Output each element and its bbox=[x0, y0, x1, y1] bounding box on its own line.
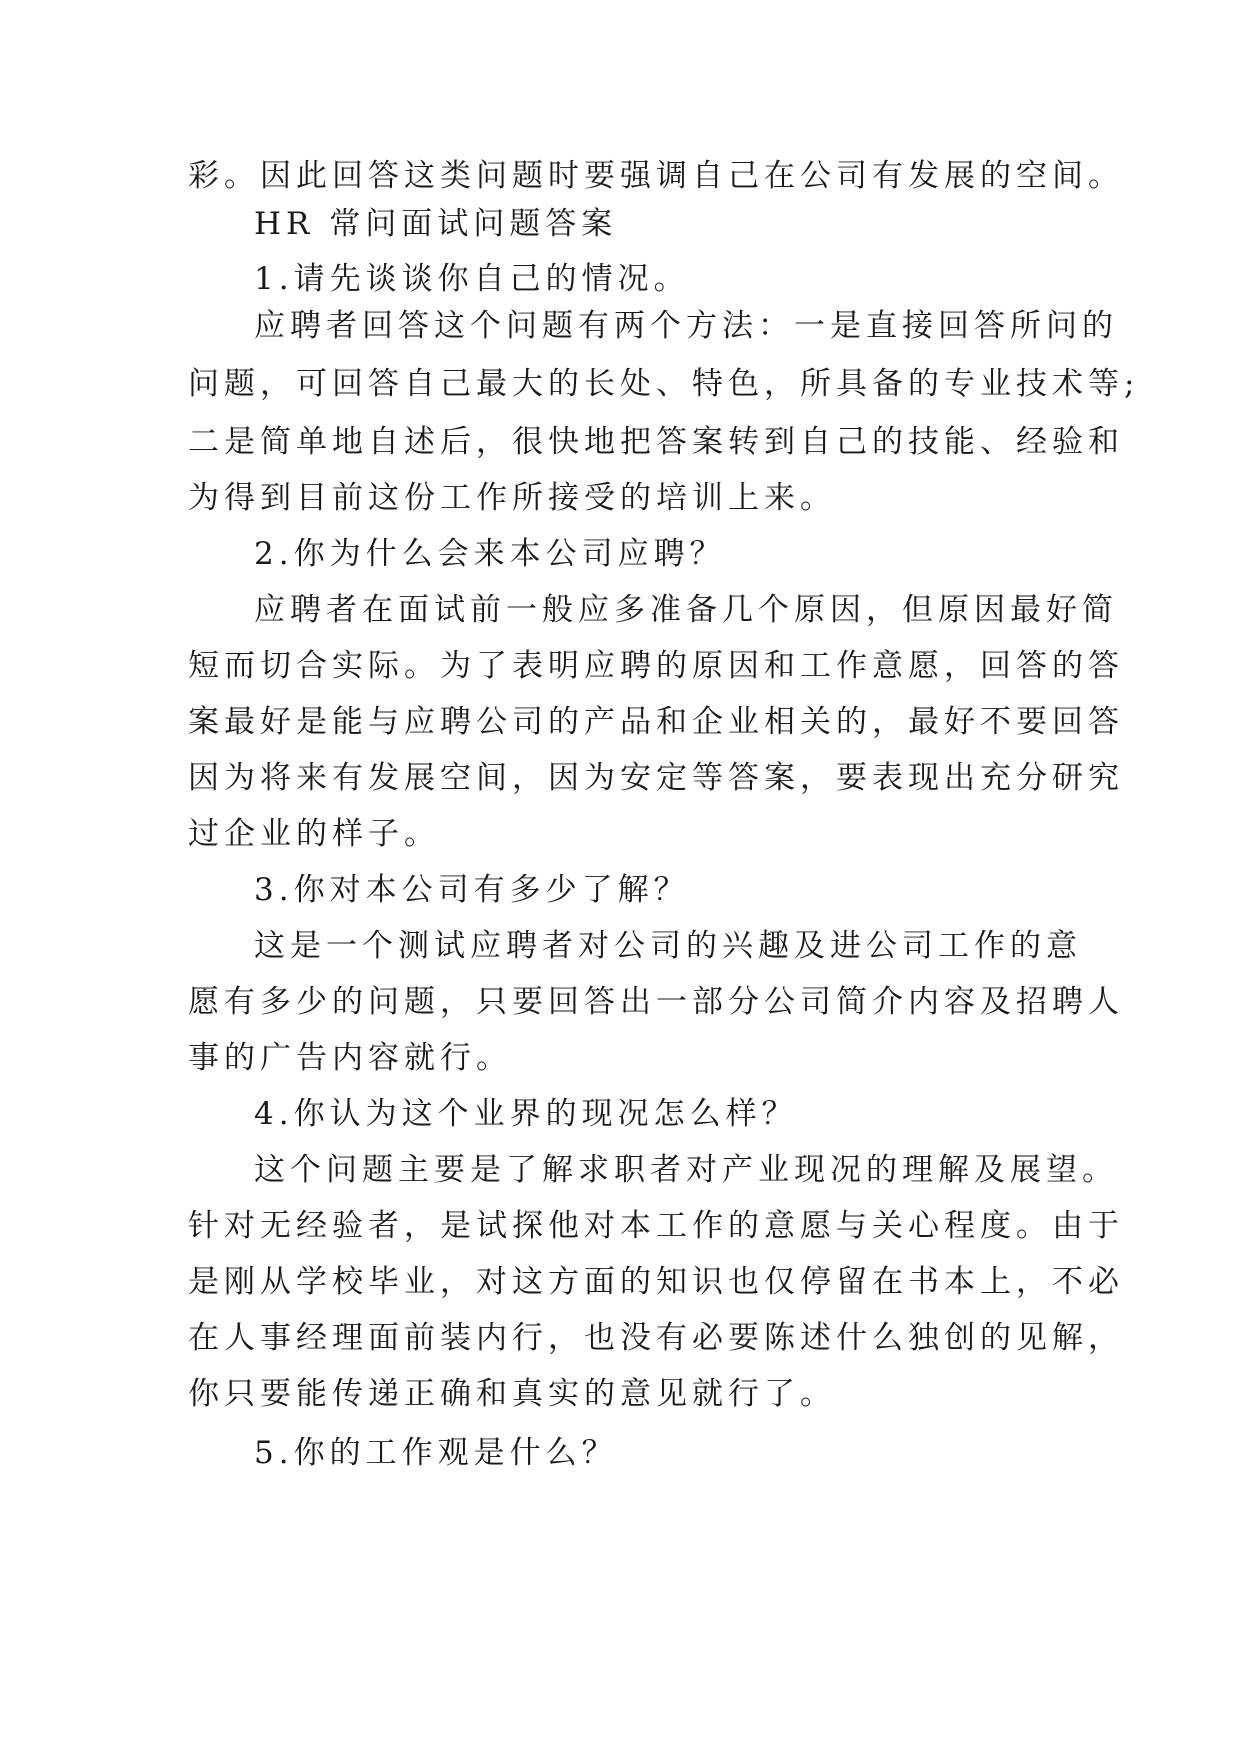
question-heading: 3.你对本公司有多少了解？ bbox=[254, 872, 690, 908]
paragraph-line: 应聘者回答这个问题有两个方法：一是直接回答所问的 bbox=[254, 308, 1118, 344]
paragraph-line: 因为将来有发展空间，因为安定等答案，要表现出充分研究 bbox=[188, 760, 1124, 796]
paragraph-line: 这是一个测试应聘者对公司的兴趣及进公司工作的意 bbox=[254, 928, 1082, 964]
paragraph-line: 问题，可回答自己最大的长处、特色，所具备的专业技术等; bbox=[188, 366, 1140, 402]
paragraph-line: 二是简单地自述后，很快地把答案转到自己的技能、经验和 bbox=[188, 424, 1124, 460]
paragraph-line: 为得到目前这份工作所接受的培训上来。 bbox=[188, 480, 836, 516]
paragraph-line: 在人事经理面前装内行，也没有必要陈述什么独创的见解， bbox=[188, 1320, 1124, 1356]
paragraph-line: 过企业的样子。 bbox=[188, 816, 440, 852]
paragraph-line: 你只要能传递正确和真实的意见就行了。 bbox=[188, 1376, 836, 1412]
paragraph-line: 针对无经验者，是试探他对本工作的意愿与关心程度。由于 bbox=[188, 1208, 1124, 1244]
question-heading: 4.你认为这个业界的现况怎么样？ bbox=[254, 1096, 798, 1132]
paragraph-line: 案最好是能与应聘公司的产品和企业相关的，最好不要回答 bbox=[188, 704, 1124, 740]
paragraph-line: 应聘者在面试前一般应多准备几个原因，但原因最好简 bbox=[254, 592, 1118, 628]
paragraph-line: 是刚从学校毕业，对这方面的知识也仅停留在书本上，不必 bbox=[188, 1264, 1124, 1300]
paragraph-line: 这个问题主要是了解求职者对产业现况的理解及展望。 bbox=[254, 1152, 1118, 1188]
question-heading: 2.你为什么会来本公司应聘？ bbox=[254, 536, 726, 572]
paragraph-line: 短而切合实际。为了表明应聘的原因和工作意愿，回答的答 bbox=[188, 648, 1124, 684]
paragraph-line: 事的广告内容就行。 bbox=[188, 1040, 512, 1076]
paragraph-line: 彩。因此回答这类问题时要强调自己在公司有发展的空间。 bbox=[188, 158, 1124, 194]
question-heading: 1.请先谈谈你自己的情况。 bbox=[254, 261, 690, 297]
paragraph-line: 愿有多少的问题，只要回答出一部分公司简介内容及招聘人 bbox=[188, 984, 1124, 1020]
section-heading: HR 常问面试问题答案 bbox=[254, 206, 618, 242]
question-heading: 5.你的工作观是什么？ bbox=[254, 1435, 618, 1471]
